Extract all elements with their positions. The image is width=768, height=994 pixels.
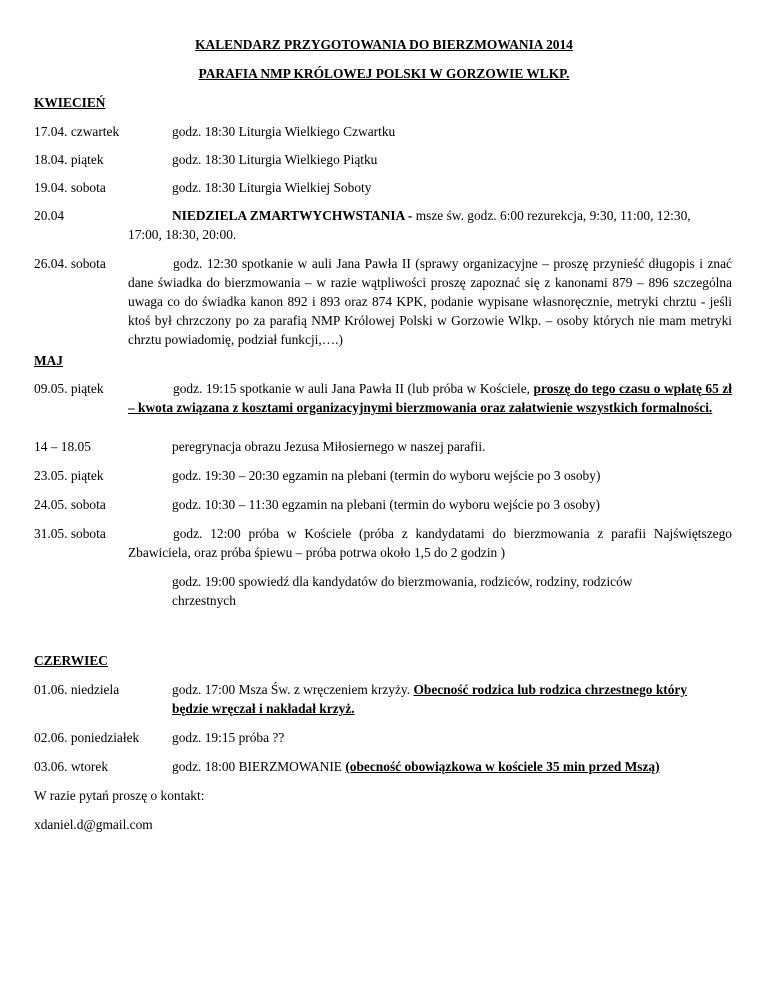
event-text-continuation: 17:00, 18:30, 20:00.	[128, 227, 237, 242]
event-date: 02.06. poniedziałek	[34, 730, 140, 745]
month-heading-april: KWIECIEŃ	[34, 95, 106, 110]
event-date: 20.04	[34, 208, 65, 223]
event-text: godz. 19:00 spowiedź dla kandydatów do bierzmowania, rodziców, rodziny, rodziców	[172, 574, 633, 589]
event-text: godz. 18:30 Liturgia Wielkiego Czwartku	[172, 124, 396, 139]
event-text: godz. 18:30 Liturgia Wielkiej Soboty	[172, 180, 372, 195]
month-heading-may: MAJ	[34, 353, 64, 368]
event-highlight-continuation: będzie wręczał i nakładał krzyż.	[172, 701, 355, 716]
event-text-continuation: chrzestnych	[172, 593, 236, 608]
event-date: 23.05. piątek	[34, 468, 104, 483]
event-text-part: godz. 17:00 Msza Św. z wręczeniem krzyży.	[172, 682, 414, 697]
contact-text: W razie pytań proszę o kontakt:	[34, 788, 205, 803]
event-text: godz. 10:30 – 11:30 egzamin na plebani (termin do wyboru wejście po 3 osoby)	[172, 497, 600, 512]
event-date: 09.05. piątek	[34, 381, 104, 396]
event-date: 17.04. czwartek	[34, 124, 120, 139]
event-text: godz. 18:30 Liturgia Wielkiego Piątku	[172, 152, 378, 167]
event-highlight: NIEDZIELA ZMARTWYCHWSTANIA -	[172, 208, 413, 223]
event-text-part: godz. 12:00 próba w Kościele (próba z kandydatami do bierzmowania z parafii Najświętszego Zbawiciela, oraz próba śpiewu – próba potrwa około 1,5 do 2 godzin )	[128, 526, 732, 560]
event-date: 26.04. sobota	[34, 256, 106, 271]
event-highlight: proszę do tego czasu o wpłatę 65 zł – kwota związana z kosztami organizacyjnymi bierzmowania oraz załatwienie wszystkich formalności.	[128, 381, 732, 415]
event-text	[172, 757, 660, 776]
event-text: peregrynacja obrazu Jezusa Miłosiernego w naszej parafii.	[172, 439, 486, 454]
document-title: KALENDARZ PRZYGOTOWANIA DO BIERZMOWANIA 2014	[195, 37, 573, 52]
event-date: 18.04. piątek	[34, 152, 104, 167]
event-date: 24.05. sobota	[34, 497, 106, 512]
event-text-part: godz. 12:30 spotkanie w auli Jana Pawła II (sprawy organizacyjne – proszę przynieść długopis i znać dane świadka do bierzmowania – w razie wątpliwości proszę zapoznać się z kanonami 879 – 896 szczególna uwaga co do świadka kanon 892 i 893 oraz 874 KPK, podanie wypisane własnoręcznie, metryki chrztu - jeśli ktoś był chrzczony po za parafią NMP Królowej Polski w Gorzowie Wlkp. – osoby których nie mam metryki chrztu powiadomię, podział funkcji,….)	[128, 256, 732, 347]
event-highlight: (obecność obowiązkowa w kościele 35 min przed Mszą)	[345, 759, 660, 774]
event-date: 19.04. sobota	[34, 180, 106, 195]
event-text	[128, 379, 732, 417]
event-date: 03.06. wtorek	[34, 759, 109, 774]
event-text: godz. 19:15 próba ??	[172, 730, 285, 745]
month-heading-june: CZERWIEC	[34, 653, 108, 668]
event-date: 14 – 18.05	[34, 439, 91, 454]
event-date: 31.05. sobota	[34, 526, 106, 541]
event-text	[128, 524, 732, 562]
event-text-part: msze św. godz. 6:00 rezurekcja, 9:30, 11:00, 12:30,	[412, 208, 691, 223]
event-text	[172, 680, 687, 699]
contact-email[interactable]: xdaniel.d@gmail.com	[34, 817, 153, 832]
event-text-part: godz. 18:00 BIERZMOWANIE	[172, 759, 346, 774]
event-text	[172, 206, 691, 225]
event-date: 01.06. niedziela	[34, 682, 120, 697]
event-text	[128, 254, 732, 349]
event-text-part: godz. 19:15 spotkanie w auli Jana Pawła II (lub próba w Kościele,	[173, 381, 534, 396]
document-subtitle: PARAFIA NMP KRÓLOWEJ POLSKI W GORZOWIE WLKP.	[198, 66, 570, 81]
event-highlight: Obecność rodzica lub rodzica chrzestnego który	[413, 682, 688, 697]
event-text: godz. 19:30 – 20:30 egzamin na plebani (termin do wyboru wejście po 3 osoby)	[172, 468, 601, 483]
